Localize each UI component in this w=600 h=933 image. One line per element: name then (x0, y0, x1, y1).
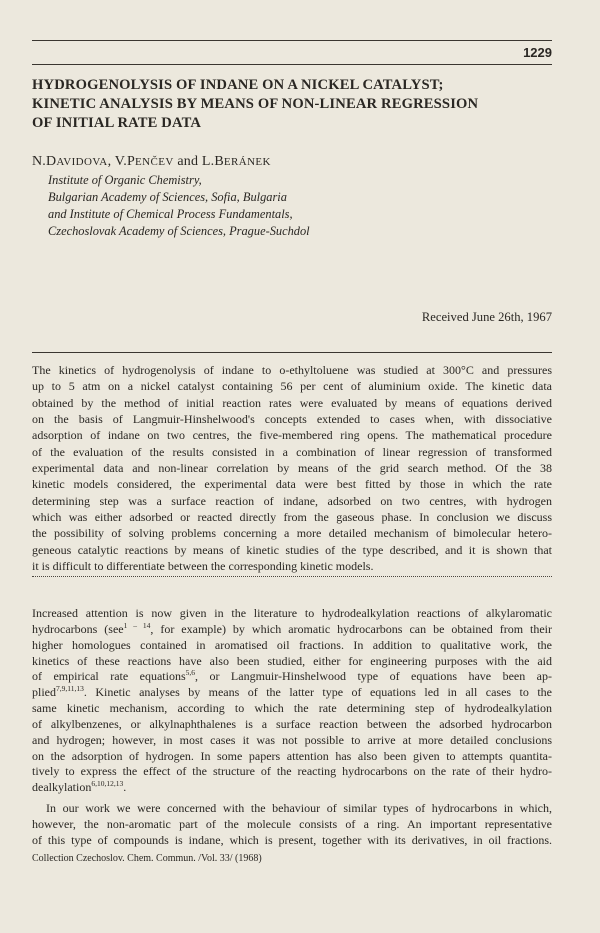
body-text-run: , or Langmuir-Hinshelwood type of equations have been ap- (195, 669, 553, 684)
body-text-run: . (123, 780, 127, 795)
abstract-line: The kinetics of hydrogenolysis of indane to o-ethyltoluene was studied at 300°C and pressures (32, 363, 552, 377)
received-date: Received June 26th, 1967 (421, 310, 552, 324)
body-line: and hydrogen; however, in most cases it was not possible to arrive at more detailed conclusions (32, 732, 552, 747)
body-line: higher homologues contained in aromatised oil fractions. In addition to qualitative work, the (32, 637, 552, 652)
header-rule-lower (32, 64, 552, 65)
body-line: on the adsorption of hydrogen. In some papers attention has also been given to attempts quantita- (32, 748, 552, 763)
citation-superscript: 7,9,11,13 (56, 684, 84, 694)
citation-superscript: 1 – 14 (123, 620, 151, 630)
body-line (32, 669, 552, 685)
abstract-line: geneous catalytic reactions by means of kinetic studies of the type described, and it is shown that (32, 542, 552, 557)
body-text-run: plied (32, 685, 56, 700)
title-line: HYDROGENOLYSIS OF INDANE ON A NICKEL CATALYST; (32, 77, 444, 93)
abstract-line: obtained by the method of initial reaction rates were evaluated by means of equations derived (32, 395, 552, 410)
abstract-line: on the basis of Langmuir-Hinshelwood's concepts extended to cases when, with dissociative (32, 412, 552, 427)
author-initial: V. (114, 154, 127, 169)
abstract (32, 362, 552, 574)
body-line: of this type of compounds is indane, which is present, together with its derivatives, in oil fractions. (32, 832, 552, 847)
body-line: tively to express the effect of the structure of the reacting hydrocarbons on the rate of their hydro- (32, 764, 552, 779)
author-separator: , (107, 154, 115, 169)
author-initial: L. (201, 154, 215, 169)
body-text (32, 606, 552, 849)
body-text-run: , for example) by which aromatic hydrocarbons can be obtained from their (150, 621, 553, 636)
title-line: OF INITIAL RATE DATA (32, 115, 202, 131)
title-line: KINETIC ANALYSIS BY MEANS OF NON-LINEAR REGRESSION (32, 96, 479, 112)
article-title (32, 76, 572, 133)
author-surname: ENČEV (135, 156, 174, 168)
affiliation-line: Czechoslovak Academy of Sciences, Prague-Suchdol (48, 224, 310, 238)
author-separator: and (173, 154, 202, 169)
author-surname-capital: B (214, 154, 224, 169)
body-text-run: of empirical rate equations (32, 669, 186, 684)
citation-superscript: 6,10,12,13 (91, 779, 124, 789)
body-line: of alkylbenzenes, or alkylnaphthalenes is a surface reaction between the adsorbed hydrocarbon (32, 716, 552, 731)
abstract-line: it is difficult to differentiate between the corresponding kinetic models. (32, 559, 374, 574)
abstract-line: determining step was a surface reaction of indane, adsorbed on two centres, with hydrogen (32, 493, 552, 508)
abstract-line: which was either adsorbed or reacted directly from the gaseous phase. In conclusion we discuss (32, 510, 552, 525)
author-surname: ERÁNEK (223, 156, 271, 168)
affiliation-line: and Institute of Chemical Process Fundamentals, (48, 207, 293, 221)
abstract-line: adsorption of indane on two centres, the five-membered ring opens. The mathematical procedure (32, 428, 552, 443)
body-line: kinetics of these reactions have also been studied, either for engineering purposes with the aid (32, 653, 552, 668)
abstract-line: of the evaluation of the results consisted in a combination of linear regression of transformed (32, 444, 552, 459)
abstract-line: experimental data and non-linear correlation by means of the grid search method. Of the 38 (32, 461, 552, 476)
abstract-line: the possibility of solving problems concerning a more detailed mechanism of bimolecular hetero- (32, 526, 552, 541)
body-text-run: hydrocarbons (see (32, 621, 124, 636)
body-line: same kinetic mechanism, according to which the rate determining step of hydrodealkylation (32, 701, 552, 716)
abstract-top-rule (32, 352, 552, 353)
affiliation-line: Institute of Organic Chemistry, (48, 173, 202, 187)
author-surname-capital: P (127, 154, 135, 169)
body-line (32, 622, 552, 638)
body-line: however, the non-aromatic part of the molecule consists of a ring. An important representative (32, 816, 552, 831)
body-line (32, 780, 552, 796)
body-line: Increased attention is now given in the literature to hydrodealkylation reactions of alkylaromatic (32, 606, 552, 620)
citation-superscript: 5,6 (185, 668, 196, 678)
header-rule (32, 40, 552, 41)
affiliation-block (48, 172, 310, 240)
body-line: In our work we were concerned with the behaviour of similar types of hydrocarbons in which, (46, 801, 552, 816)
abstract-line: up to 5 atm on a nickel catalyst containing 56 per cent of aluminium oxide. The kinetic data (32, 379, 552, 394)
body-line (32, 685, 552, 701)
affiliation-line: Bulgarian Academy of Sciences, Sofia, Bulgaria (48, 190, 287, 204)
body-text-run: dealkylation (32, 780, 92, 795)
author-initial: N. (32, 154, 47, 169)
abstract-bottom-rule (32, 576, 552, 577)
body-text-run: . Kinetic analyses by means of the latter type of equations led in all cases to the (83, 685, 552, 700)
abstract-line: kinetic models considered, the experimental data were best fitted by those in which the rate (32, 477, 552, 492)
author-list (32, 154, 271, 170)
page-number: 1229 (523, 45, 552, 60)
author-surname: AVIDOVA (56, 156, 108, 168)
journal-citation-footer: Collection Czechoslov. Chem. Commun. /Vol. 33/ (1968) (32, 853, 262, 864)
author-surname-capital: D (46, 154, 57, 169)
